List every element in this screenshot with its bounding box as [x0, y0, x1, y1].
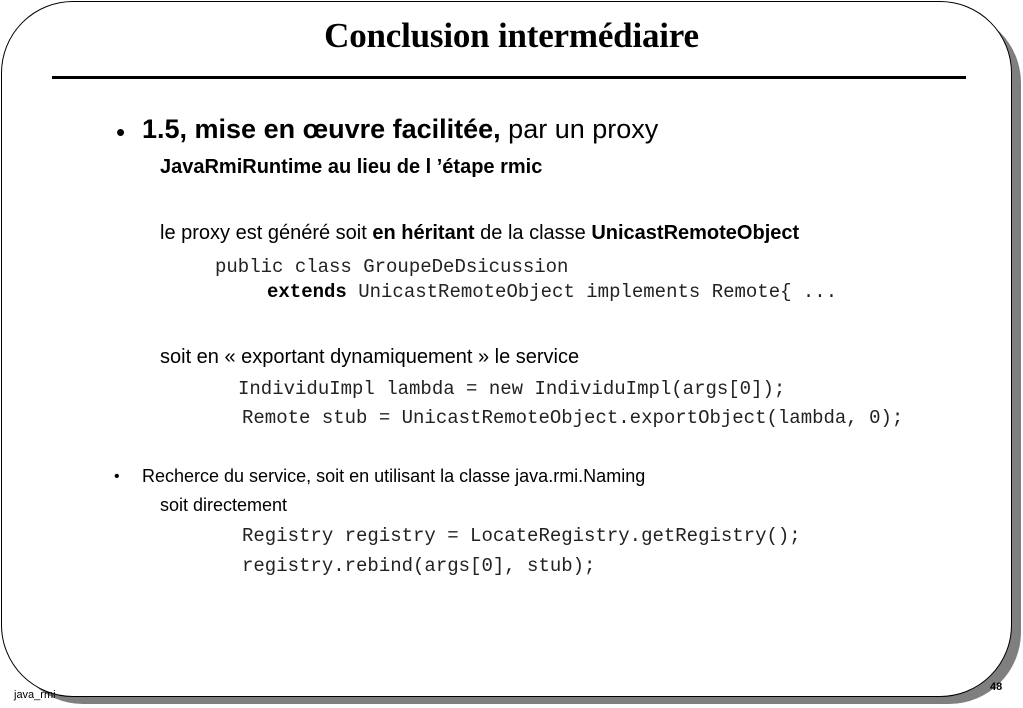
rmi-runtime-line: JavaRmiRuntime au lieu de l ’étape rmic: [160, 156, 543, 178]
slide-title: Conclusion intermédiaire: [324, 16, 699, 55]
footer-label: java_rmi: [14, 689, 56, 701]
code-registry-line: Registry registry = LocateRegistry.getRegistry();: [242, 525, 801, 547]
bullet-marker-1: •: [116, 117, 126, 147]
export-line: soit en « exportant dynamiquement » le service: [160, 346, 580, 368]
proxy-line-bold2: UnicastRemoteObject: [591, 222, 800, 244]
page-number: 48: [990, 681, 1003, 693]
bullet-2-text: Recherce du service, soit en utilisant la classe java.rmi.Naming: [142, 466, 646, 486]
code-extends-rest: UnicastRemoteObject implements Remote{ ...: [346, 281, 838, 303]
proxy-line-part1: le proxy est généré soit: [160, 222, 373, 244]
direct-line: soit directement: [160, 495, 288, 515]
proxy-line-bold1: en héritant: [372, 222, 475, 244]
code-individu-line: IndividuImpl lambda = new IndividuImpl(args[0]);: [238, 378, 786, 400]
code-extends-keyword: extends: [267, 281, 347, 303]
bullet-1-rest: par un proxy: [500, 114, 659, 144]
code-extends-line: [267, 281, 837, 303]
code-class-decl: public class GroupeDeDsicussion: [215, 256, 569, 278]
title-divider: [52, 76, 966, 79]
code-rebind-line: registry.rebind(args[0], stub);: [242, 555, 596, 577]
code-stub-line: Remote stub = UnicastRemoteObject.exportObject(lambda, 0);: [242, 407, 904, 429]
bullet-marker-2: •: [114, 468, 120, 485]
bullet-1-bold: 1.5, mise en œuvre facilitée,: [142, 114, 501, 144]
bullet-1-text: [142, 114, 658, 145]
proxy-line-part2: de la classe: [474, 222, 592, 244]
proxy-line: [160, 222, 799, 245]
